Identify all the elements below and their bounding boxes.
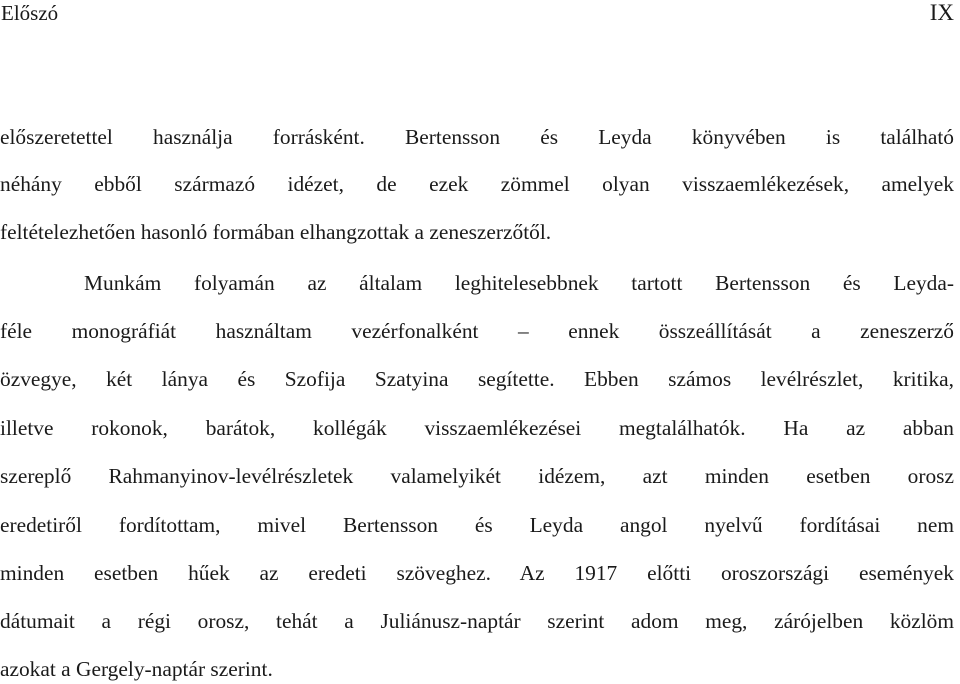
paragraph-2-line-5: szereplő Rahmanyinov-levélrészletek valamelyikét idézem, azt minden esetben orosz	[0, 464, 954, 488]
paragraph-2-line-4: illetve rokonok, barátok, kollégák visszaemlékezései megtalálhatók. Ha az abban	[0, 416, 954, 440]
paragraph-1-line-3: feltételezhetően hasonló formában elhangzottak a zeneszerzőtől.	[0, 220, 552, 244]
paragraph-2-line-7: minden esetben hűek az eredeti szöveghez. Az 1917 előtti oroszországi események	[0, 561, 954, 585]
paragraph-2-line-1: Munkám folyamán az általam leghitelesebbnek tartott Bertensson és Leyda-	[84, 271, 954, 295]
paragraph-2-line-8: dátumait a régi orosz, tehát a Juliánusz-naptár szerint adom meg, zárójelben közlöm	[0, 609, 954, 633]
paragraph-1-line-2: néhány ebből származó idézet, de ezek zömmel olyan visszaemlékezések, amelyek	[0, 172, 954, 196]
page-number: IX	[929, 0, 954, 25]
paragraph-2-line-2: féle monográfiát használtam vezérfonalként – ennek összeállítását a zeneszerző	[0, 319, 954, 343]
paragraph-2-line-3: özvegye, két lánya és Szofija Szatyina segítette. Ebben számos levélrészlet, kritika,	[0, 367, 954, 391]
paragraph-2-line-9: azokat a Gergely-naptár szerint.	[0, 657, 273, 681]
page-header	[0, 0, 958, 30]
paragraph-2-line-6: eredetiről fordítottam, mivel Bertensson és Leyda angol nyelvű fordításai nem	[0, 513, 954, 537]
paragraph-1-line-1: előszeretettel használja forrásként. Bertensson és Leyda könyvében is található	[0, 125, 954, 149]
running-section-title: Előszó	[1, 1, 59, 25]
